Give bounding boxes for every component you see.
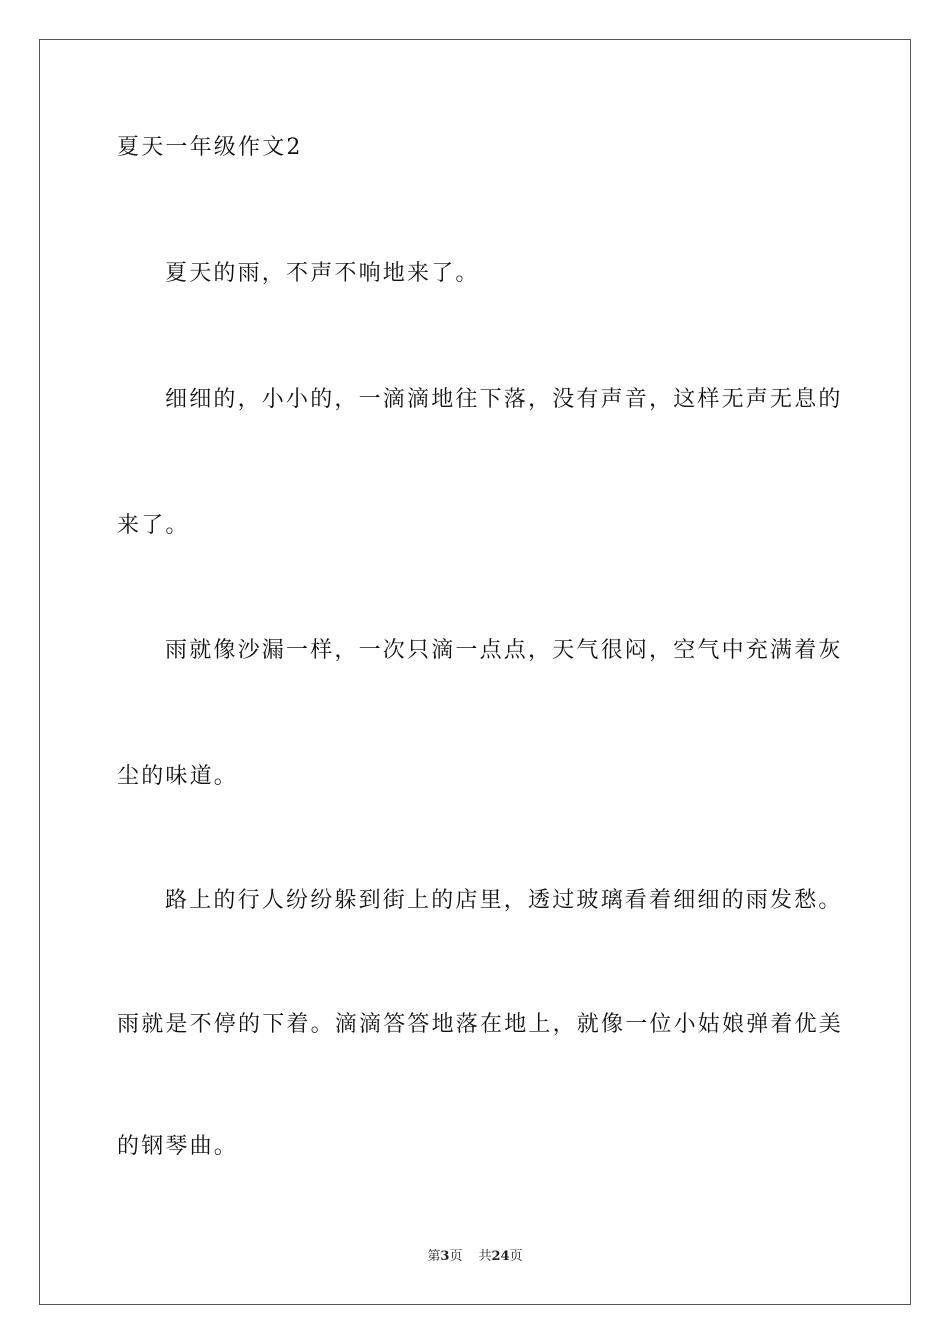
paragraph-line: 来了。 (117, 513, 190, 538)
paragraph-line: 尘的味道。 (117, 764, 239, 789)
total-pages: 24 (491, 1249, 510, 1264)
page-footer (0, 1248, 950, 1266)
page-frame (39, 39, 911, 1305)
total-prefix: 共 (478, 1249, 492, 1264)
paragraph-line: 雨就是不停的下着。滴滴答答地落在地上，就像一位小姑娘弹着优美 (117, 1012, 844, 1037)
paragraph-line: 雨就像沙漏一样，一次只滴一点点，天气很闷，空气中充满着灰 (165, 638, 843, 663)
paragraph-line: 的钢琴曲。 (117, 1134, 239, 1159)
document-title: 夏天一年级作文2 (117, 135, 303, 160)
page-prefix: 第 (427, 1249, 441, 1264)
page-suffix: 页 (449, 1249, 463, 1264)
paragraph-line: 细细的，小小的，一滴滴地往下落，没有声音，这样无声无息的 (165, 387, 843, 412)
page-number: 3 (440, 1249, 450, 1264)
paragraph-line: 夏天的雨，不声不响地来了。 (165, 261, 480, 286)
paragraph-line: 路上的行人纷纷躲到街上的店里，透过玻璃看着细细的雨发愁。 (165, 888, 843, 913)
total-suffix: 页 (509, 1249, 523, 1264)
